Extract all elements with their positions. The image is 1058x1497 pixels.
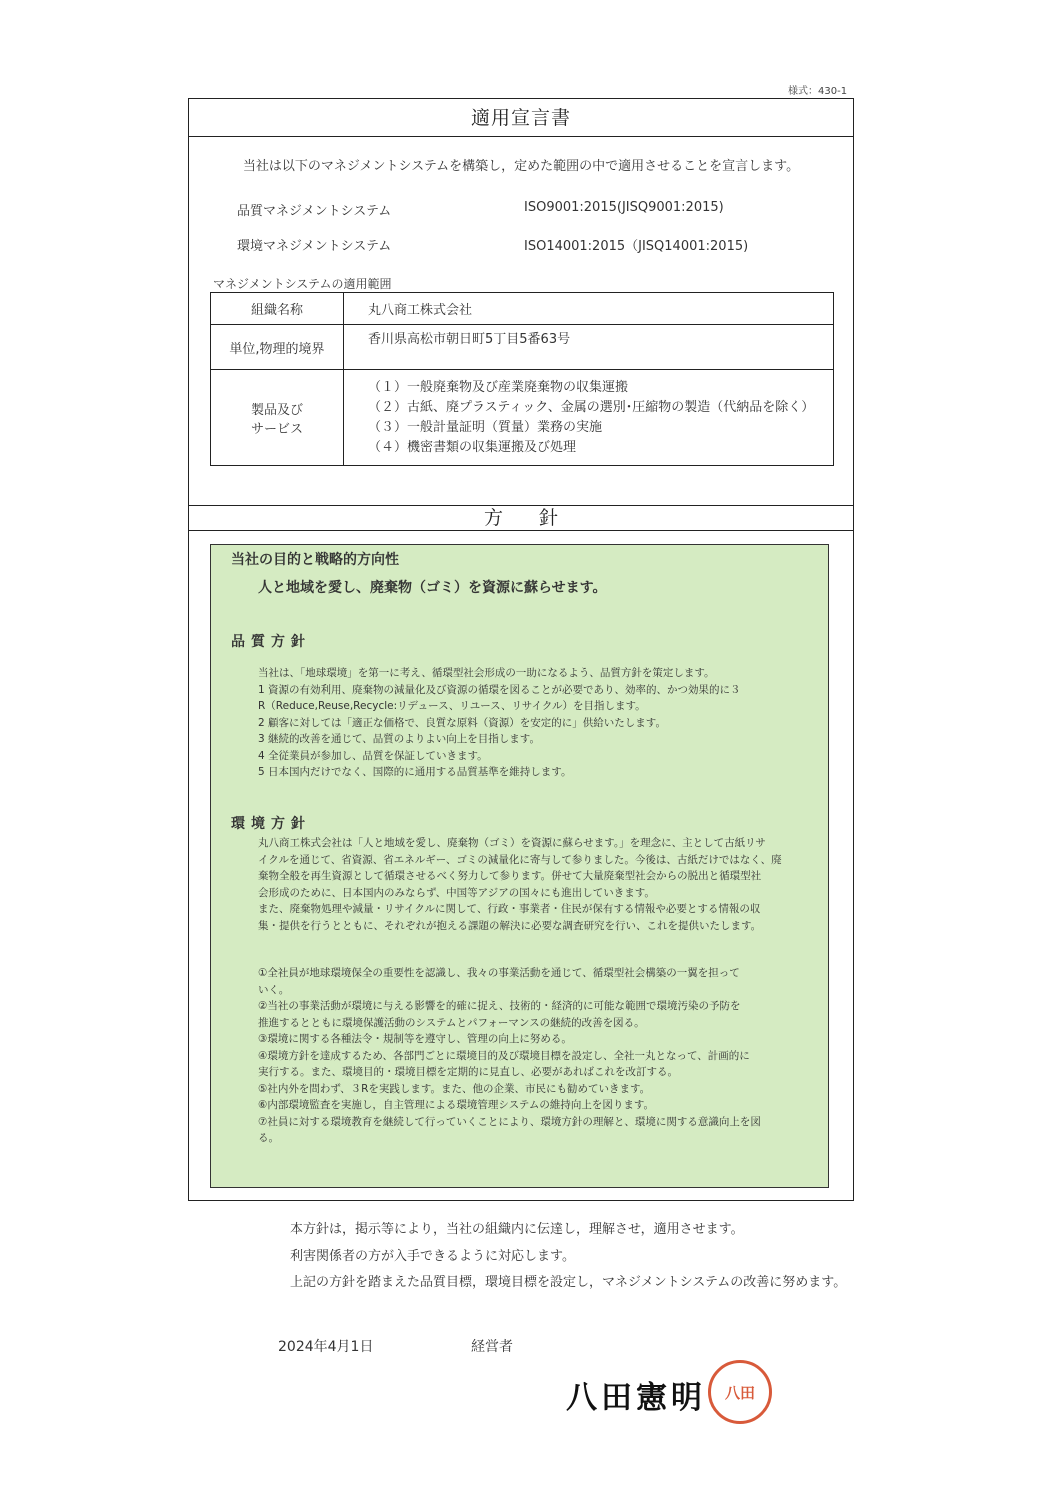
quality-policy-text [258, 665, 798, 781]
seal-stamp: 八田 [708, 1360, 772, 1424]
executive-label: 経営者 [471, 1339, 513, 1355]
policy-line: 3 継続的改善を通じて、品質のよりよい向上を目指します。 [258, 733, 540, 745]
signature: 八田憲明 [566, 1380, 706, 1416]
purpose-title: 当社の目的と戦略的方向性 [231, 552, 399, 568]
closing-line: 上記の方針を踏まえた品質目標，環境目標を設定し，マネジメントシステムの改善に努めます。 [290, 1275, 847, 1290]
document-title: 適用宣言書 [189, 99, 853, 137]
policy-line: 当社は、「地球環境」を第一に考え、循環型社会形成の一助になるよう、品質方針を策定します。 [258, 667, 715, 679]
system-row-quality [237, 200, 724, 219]
policy-line: R（Reduce,Reuse,Recycle:リデュース、リユース、リサイクル）を目指します。 [258, 700, 646, 712]
scope-caption: マネジメントシステムの適用範囲 [213, 277, 392, 291]
unit-value: 香川県高松市朝日町5丁目5番63号 [344, 325, 834, 370]
policy-item: ④環境方針を達成するため、各部門ごとに環境目的及び環境目標を設定し、全社一丸となって、計画的に [258, 1049, 750, 1062]
system-standard: ISO14001:2015（JISQ14001:2015) [524, 239, 749, 254]
scope-table [210, 292, 834, 466]
policy-line: 棄物全般を再生資源として循環させるべく努力して参ります。併せて大量廃棄型社会からの脱出と循環型社 [258, 870, 762, 882]
policy-item: 推進するとともに環境保護活動のシステムとパフォーマンスの継続的改善を図る。 [258, 1016, 645, 1029]
org-value: 丸八商工株式会社 [344, 293, 834, 325]
product-item: （２）古紙、廃プラスティック、金属の選別･圧縮物の製造（代納品を除く） [368, 400, 815, 415]
policy-line: 2 顧客に対しては「適正な価格で、良質な原料（資源）を安定的に」供給いたします。 [258, 716, 666, 729]
system-name: 品質マネジメントシステム [237, 204, 392, 219]
policy-heading: 方 針 [189, 505, 853, 531]
products-list [344, 370, 834, 466]
product-item: （４）機密書類の収集運搬及び処理 [368, 440, 577, 455]
policy-box [210, 544, 829, 1188]
system-name: 環境マネジメントシステム [237, 239, 392, 254]
product-item: （３）一般計量証明（質量）業務の実施 [368, 420, 603, 435]
policy-item: ③環境に関する各種法令・規制等を遵守し、管理の向上に努める。 [258, 1033, 572, 1045]
intro-text: 当社は以下のマネジメントシステムを構築し，定めた範囲の中で適用させることを宣言します。 [242, 159, 800, 174]
closing-line: 本方針は，掲示等により，当社の組織内に伝達し，理解させ，適用させます。 [290, 1222, 744, 1237]
org-label: 組織名称 [211, 293, 344, 325]
declaration-date: 2024年4月1日 [278, 1339, 374, 1355]
policy-line: 4 全従業員が参加し、品質を保証していきます。 [258, 749, 488, 762]
system-standard: ISO9001:2015(JISQ9001:2015) [524, 200, 724, 215]
environment-policy-text [258, 835, 798, 934]
policy-item: ②当社の事業活動が環境に与える影響を的確に捉え、技術的・経済的に可能な範囲で環境汚染の予防を [258, 1000, 741, 1012]
policy-line: 丸八商工株式会社は「人と地域を愛し、廃棄物（ゴミ）を資源に蘇らせます。」を理念に、主として古紙リサ [258, 837, 766, 849]
policy-item: ⑤社内外を問わず、３Rを実践します。また、他の企業、市民にも勧めていきます。 [258, 1082, 651, 1095]
policy-item: ⑥内部環境監査を実施し，自主管理による環境管理システムの維持向上を図ります。 [258, 1099, 655, 1111]
products-label-line: 製品及び [250, 402, 303, 418]
policy-line: イクルを通じて、省資源、省エネルギー、ゴミの減量化に寄与して参りました。今後は、古紙だけではなく、廃 [258, 853, 782, 866]
policy-line: また、廃棄物処理や減量・リサイクルに関して、行政・事業者・住民が保有する情報や必要とする情報の収 [258, 903, 761, 915]
declaration-frame [188, 98, 854, 1201]
environment-policy-items [258, 965, 798, 1147]
policy-item: ①全社員が地球環境保全の重要性を認識し、我々の事業活動を通じて、循環型社会構築の一翼を担って [258, 967, 740, 979]
quality-policy-heading: 品質方針 [231, 634, 311, 650]
unit-label: 単位,物理的境界 [211, 325, 344, 370]
form-number: 様式：430-1 [788, 86, 848, 97]
policy-line: 1 資源の有効利用、廃棄物の減量化及び資源の循環を図ることが必要であり、効率的、かつ効果的に３ [258, 683, 741, 696]
system-row-environment [237, 235, 749, 254]
policy-item: る。 [258, 1132, 279, 1144]
purpose-text: 人と地域を愛し、廃棄物（ゴミ）を資源に蘇らせます。 [258, 580, 607, 596]
closing-line: 利害関係者の方が入手できるように対応します。 [290, 1249, 575, 1264]
policy-line: 集・提供を行うとともに、それぞれが抱える課題の解決に必要な調査研究を行い、これを提供いたします。 [258, 919, 762, 932]
product-item: （１）一般廃棄物及び産業廃棄物の収集運搬 [368, 380, 629, 395]
policy-line: 5 日本国内だけでなく、国際的に通用する品質基準を維持します。 [258, 766, 572, 778]
policy-item: いく。 [258, 983, 290, 996]
policy-line: 会形成のために、日本国内のみならず、中国等アジアの国々にも進出していきます。 [258, 886, 655, 899]
policy-item: 実行する。また、環境目的・環境目標を定期的に見直し、必要があればこれを改訂する。 [258, 1066, 678, 1078]
environment-policy-heading: 環境方針 [231, 816, 311, 832]
policy-item: ⑦社員に対する環境教育を継続して行っていくことにより、環境方針の理解と、環境に関する意識向上を図 [258, 1115, 761, 1128]
products-label [211, 370, 344, 466]
products-label-line: サービス [250, 421, 303, 437]
